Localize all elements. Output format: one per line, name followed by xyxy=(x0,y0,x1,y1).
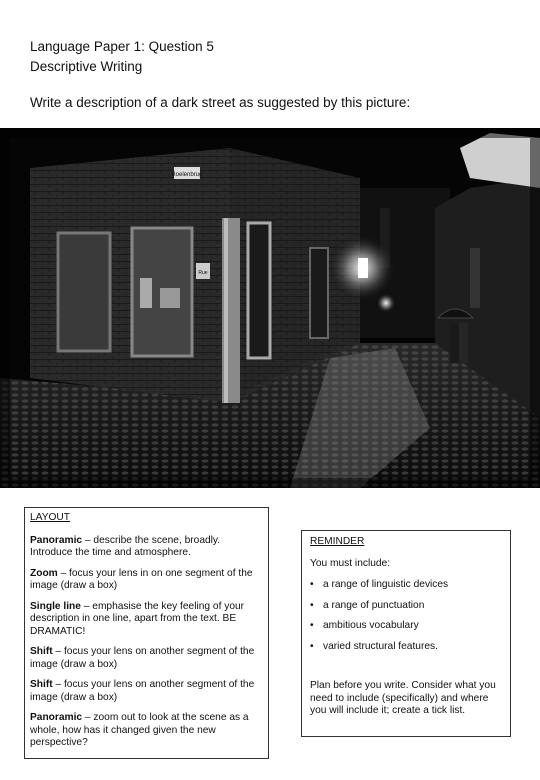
list-item: • ambitious vocabulary xyxy=(310,620,502,633)
street-sign: Boelenbrug xyxy=(171,172,203,178)
paper-title: Language Paper 1: Question 5 xyxy=(30,39,214,54)
layout-item-panoramic: Panoramic – describe the scene, broadly. Introduce the time and atmosphere. xyxy=(30,534,221,558)
reminder-title: REMINDER xyxy=(310,536,365,547)
layout-item-zoom: Zoom – focus your lens in on one segment of the image (draw a box) xyxy=(30,567,253,591)
reminder-list xyxy=(310,579,502,653)
layout-item-panoramic-final: Panoramic – zoom out to look at the scene as a whole, how has it changed given the new perspective? xyxy=(30,712,249,748)
shop-sign: Rue xyxy=(198,270,208,276)
reminder-intro: You must include: xyxy=(310,557,391,569)
list-item: • a range of punctuation xyxy=(310,600,502,613)
layout-item-single-line: Single line – emphasise the key feeling of your description in one line, apart from the text. BE DRAMATIC! xyxy=(30,600,245,637)
reminder-plan: Plan before you write. Consider what you need to include (specifically) and where you will include it; create a tick list. xyxy=(310,680,496,716)
dark-street-photo xyxy=(0,128,540,488)
paper-subtitle: Descriptive Writing xyxy=(30,59,143,74)
list-item: • a range of linguistic devices xyxy=(310,579,502,592)
layout-item-shift-1: Shift – focus your lens on another segment of the image (draw a box) xyxy=(30,646,255,670)
list-item: • varied structural features. xyxy=(310,641,502,654)
layout-item-shift-2: Shift – focus your lens on another segment of the image (draw a box) xyxy=(30,679,255,703)
page-heading xyxy=(30,37,214,77)
reminder-box xyxy=(301,530,511,737)
task-instruction: Write a description of a dark street as suggested by this picture: xyxy=(30,95,411,110)
layout-box xyxy=(24,507,269,759)
layout-title: LAYOUT xyxy=(30,512,71,523)
